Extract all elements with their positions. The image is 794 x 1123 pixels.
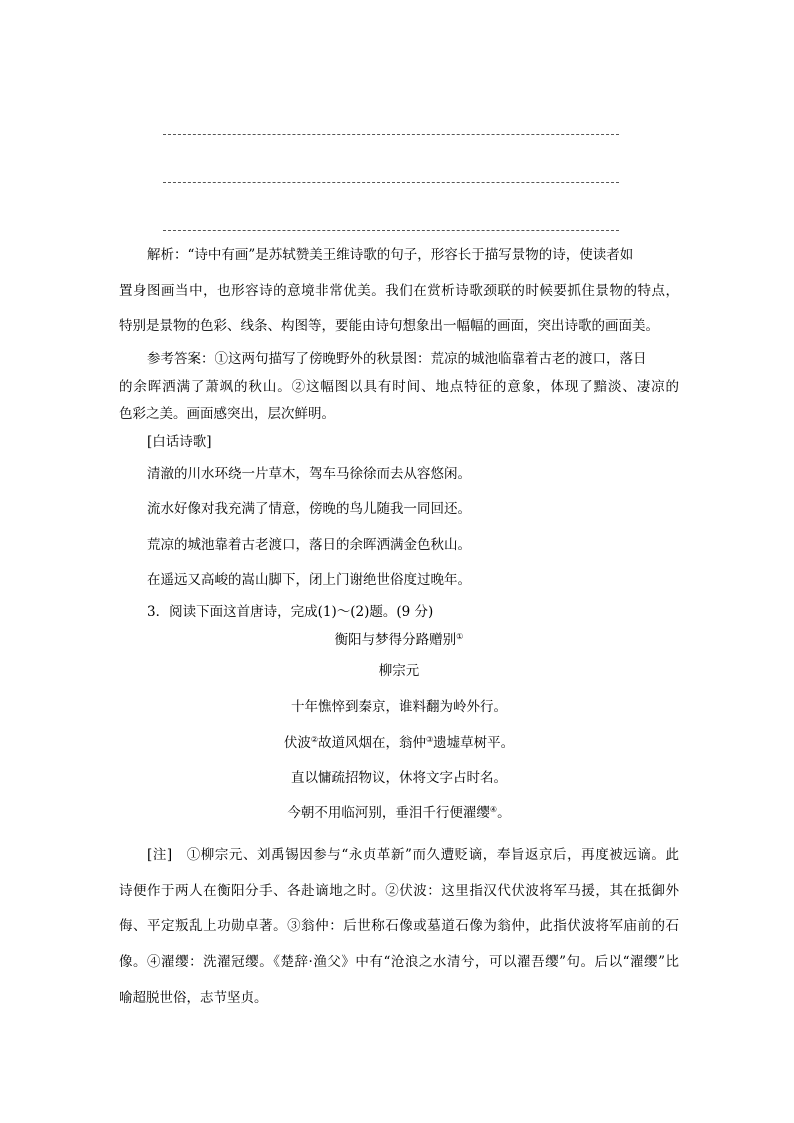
answer-line-2: [163, 182, 619, 183]
answer-line-1: [163, 134, 619, 135]
vernacular-line-3: 荒凉的城池靠着古老渡口，落日的余晖洒满金色秋山。: [147, 537, 471, 553]
notes-line-3: 侮、平定叛乱上功勋卓著。③翁仲：后世称石像或墓道石像为翁仲，此指伏波将军庙前的石: [119, 918, 679, 934]
poem-line-3: 直以慵疏招物议，休将文字占时名。: [291, 770, 507, 786]
notes-line-5: 喻超脱世俗，志节坚贞。: [119, 990, 268, 1006]
poem-line-4-note: ④: [489, 805, 498, 814]
poem-line-1: 十年憔悴到秦京，谁料翻为岭外行。: [291, 699, 507, 715]
poem-line-4: [119, 804, 679, 822]
analysis-line-1: 解析：“诗中有画”是苏轼赞美王维诗歌的句子，形容长于描写景物的诗，使读者如: [147, 247, 634, 263]
reference-line-3: 色彩之美。画面感突出，层次鲜明。: [119, 406, 335, 422]
vernacular-line-2: 流水好像对我充满了情意，傍晚的鸟儿随我一同回还。: [147, 501, 471, 517]
question-text: 3．阅读下面这首唐诗，完成(1)～(2)题。(9 分): [147, 604, 434, 620]
reference-line-1: 参考答案：①这两句描写了傍晚野外的秋景图：荒凉的城池临靠着古老的渡口，落日: [147, 351, 647, 367]
poem-line-4-end: 。: [497, 805, 511, 821]
poem-line-2-part-b: 故道风烟在，翁仲: [318, 735, 426, 751]
notes-line-2: 诗便作于两人在衡阳分手、各赴谪地之时。②伏波：这里指汉代伏波将军马援，其在抵御外: [119, 883, 679, 899]
notes-line-4: 像。④濯缨：洗濯冠缨。《楚辞·渔父》中有“沧浪之水清兮，可以濯吾缨”句。后以“濯缨”比: [119, 954, 679, 970]
vernacular-line-4: 在遥远又高峻的嵩山脚下，闭上门谢绝世俗度过晚年。: [147, 572, 471, 588]
poem-line-4-text: 今朝不用临河别，垂泪千行便濯缨: [287, 805, 490, 821]
poem-title-note: ①: [456, 632, 464, 641]
poem-author: 柳宗元: [378, 663, 420, 679]
poem-line-2-note-a: ②: [310, 735, 318, 744]
analysis-line-2: 置身图画当中，也形容诗的意境非常优美。我们在赏析诗歌颈联的时候要抓住景物的特点，: [119, 283, 679, 299]
notes-line-1: [注] ①柳宗元、刘禹锡因参与“永贞革新”而久遭贬谪，奉旨返京后，再度被远谪。此: [147, 847, 679, 863]
poem-line-2-note-b: ③: [426, 735, 434, 744]
vernacular-heading: [白话诗歌]: [147, 434, 212, 450]
poem-line-2: [119, 734, 679, 752]
poem-line-2-part-c: 遗墟草树平。: [433, 735, 515, 751]
reference-line-2: 的余晖洒满了萧飒的秋山。②这幅图以具有时间、地点特征的意象，体现了黯淡、凄凉的: [119, 379, 679, 395]
poem-title: [119, 631, 679, 649]
vernacular-line-1: 清澈的川水环绕一片草木，驾车马徐徐而去从容悠闲。: [147, 466, 471, 482]
poem-title-text: 衡阳与梦得分路赠别: [334, 632, 457, 648]
poem-line-2-part-a: 伏波: [283, 735, 311, 751]
analysis-line-3: 特别是景物的色彩、线条、构图等，要能由诗句想象出一幅幅的画面，突出诗歌的画面美。: [119, 318, 659, 334]
answer-line-3: [163, 230, 619, 231]
